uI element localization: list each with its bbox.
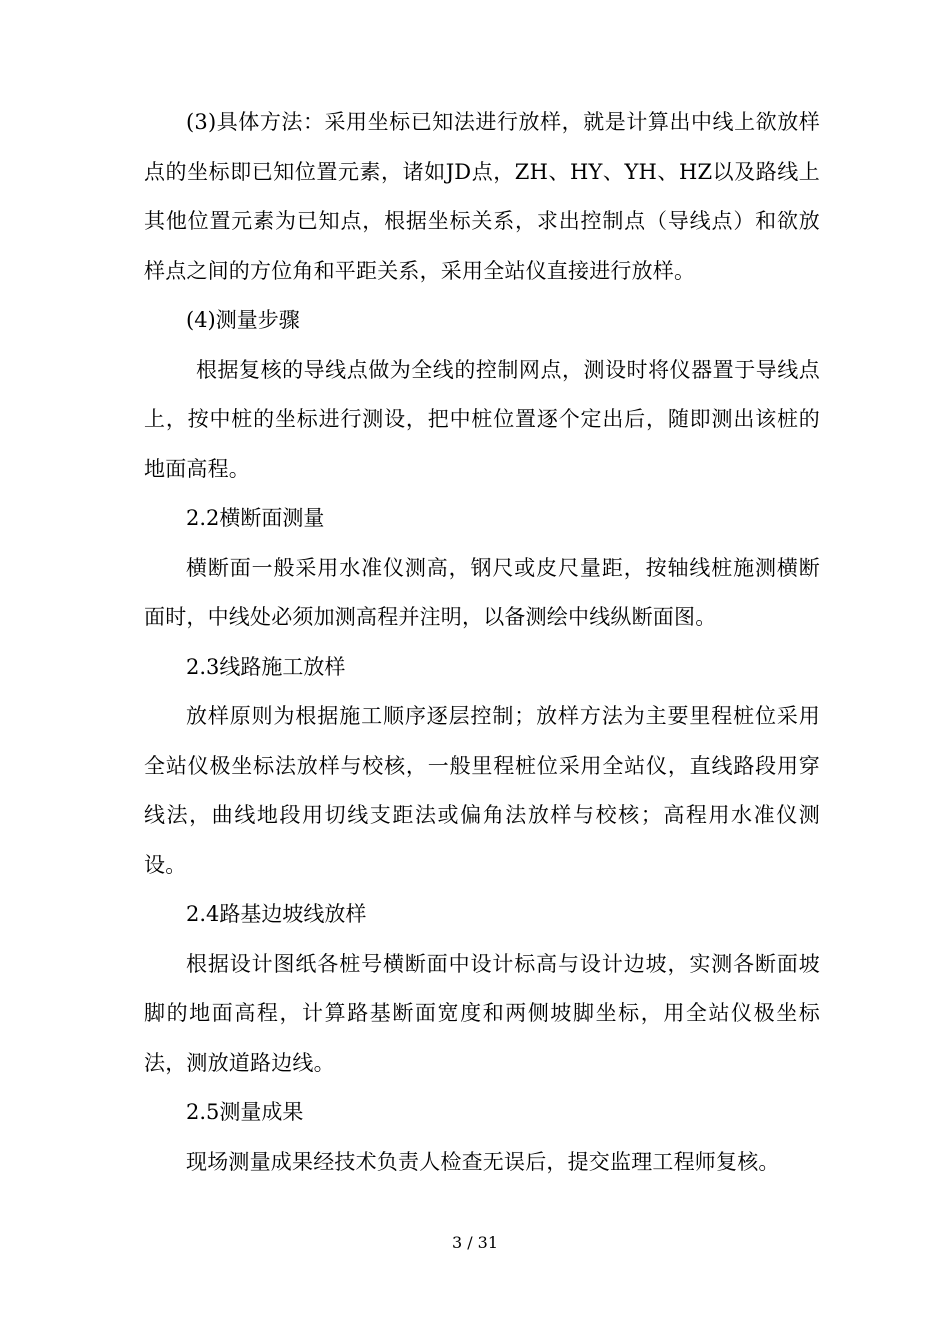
paragraph-specific-method: (3)具体方法：采用坐标已知法进行放样，就是计算出中线上欲放样点的坐标即已知位置元素，诸如JD点，ZH、HY、YH、HZ以及路线上其他位置元素为已知点，根据坐标关系，求出控制点（导线点）和欲放样点之间的方位角和平距关系，采用全站仪直接进行放样。 [144, 110, 820, 283]
heading-slope-setting-out: 2.4路基边坡线放样 [186, 902, 367, 926]
paragraph-slope-setting-out: 根据设计图纸各桩号横断面中设计标高与设计边坡，实测各断面坡脚的地面高程，计算路基断面宽度和两侧坡脚坐标，用全站仪极坐标法，测放道路边线。 [144, 951, 820, 1075]
heading-cross-section: 2.2横断面测量 [186, 506, 325, 530]
heading-survey-results: 2.5测量成果 [186, 1100, 304, 1124]
heading-line-setting-out: 2.3线路施工放样 [186, 654, 346, 679]
page-number: 3 / 31 [451, 1233, 499, 1252]
paragraph-survey-results: 现场测量成果经技术负责人检查无误后，提交监理工程师复核。 [186, 1149, 780, 1174]
heading-measurement-steps: (4)测量步骤 [186, 308, 300, 332]
paragraph-cross-section: 横断面一般采用水准仪测高，钢尺或皮尺量距，按轴线桩施测横断面时，中线处必须加测高程并注明，以备测绘中线纵断面图。 [144, 555, 820, 629]
paragraph-measurement-steps: 根据复核的导线点做为全线的控制网点，测设时将仪器置于导线点上，按中桩的坐标进行测设，把中桩位置逐个定出后，随即测出该桩的地面高程。 [144, 357, 820, 481]
document-body [144, 98, 820, 1187]
paragraph-line-setting-out: 放样原则为根据施工顺序逐层控制；放样方法为主要里程桩位采用全站仪极坐标法放样与校核，一般里程桩位采用全站仪，直线路段用穿线法，曲线地段用切线支距法或偏角法放样与校核；高程用水准仪测设。 [144, 704, 820, 877]
